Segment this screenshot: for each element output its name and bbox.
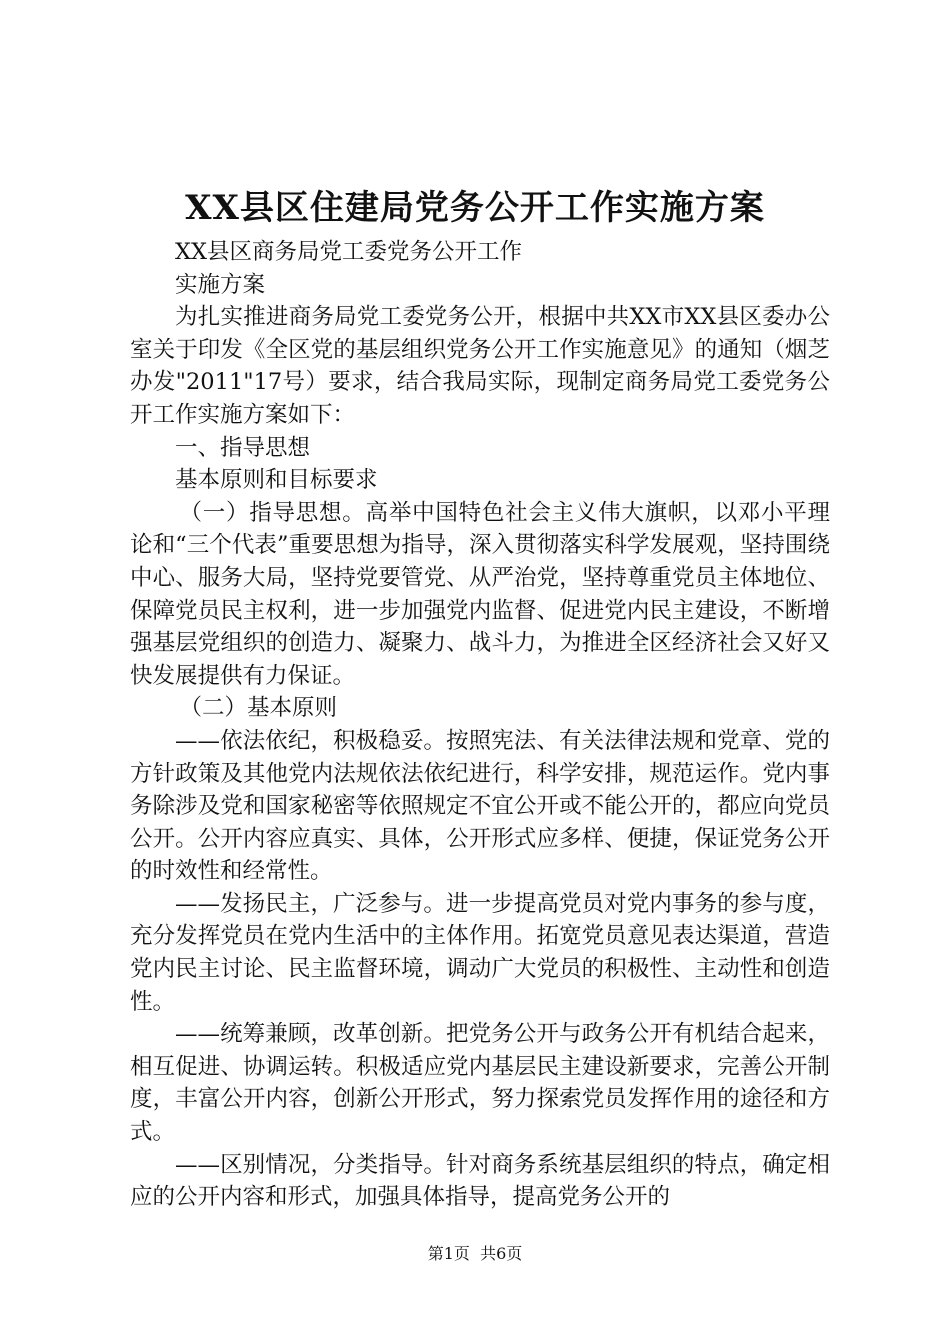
paragraph-principle-2: ——发扬民主，广泛参与。进一步提高党员对党内事务的参与度，充分发挥党员在党内生活中的主体作用。拓宽党员意见表达渠道，营造党内民主讨论、民主监督环境，调动广大党员的积极性、主动性和创造性。 [130,890,830,1015]
paragraph-subtitle-1: XX县区商务局党工委党务公开工作 [175,239,523,265]
paragraph-principle-4: ——区别情况，分类指导。针对商务系统基层组织的特点，确定相应的公开内容和形式，加强具体指导，提高党务公开的 [130,1151,830,1211]
paragraph-intro: 为扎实推进商务局党工委党务公开，根据中共XX市XX县区委办公室关于印发《全区党的基层组织党务公开工作实施意见》的通知（烟芝办发"2011"17号）要求，结合我局实际，现制定商务局党工委党务公开工作实施方案如下： [130,304,830,428]
section-heading-1: 一、指导思想 [175,434,311,461]
document-body [130,236,830,1214]
section-heading-1-cont: 基本原则和目标要求 [175,467,378,494]
paragraph-principle-3: ——统筹兼顾，改革创新。把党务公开与政务公开有机结合起来，相互促进、协调运转。积极适应党内基层民主建设新要求，完善公开制度，丰富公开内容，创新公开形式，努力探索党员发挥作用的途径和方式。 [130,1021,830,1146]
page-footer [0,1242,950,1266]
paragraph-subtitle-2: 实施方案 [175,271,266,298]
page-number: 第1页 共6页 [427,1244,523,1263]
paragraph-principle-1: ——依法依纪，积极稳妥。按照宪法、有关法律法规和党章、党的方针政策及其他党内法规依法依纪进行，科学安排，规范运作。党内事务除涉及党和国家秘密等依照规定不宜公开或不能公开的，都应向党员公开。公开内容应真实、具体，公开形式应多样、便捷，保证党务公开的时效性和经常性。 [130,727,830,885]
subsection-heading-principles: （二）基本原则 [179,695,338,722]
paragraph-guiding-thought: （一）指导思想。高举中国特色社会主义伟大旗帜，以邓小平理论和“三个代表”重要思想为指导，深入贯彻落实科学发展观，坚持围绕中心、服务大局，坚持党要管党、从严治党，坚持尊重党员主体地位、保障党员民主权利，进一步加强党内监督、促进党内民主建设，不断增强基层党组织的创造力、凝聚力、战斗力，为推进全区经济社会又好又快发展提供有力保证。 [130,499,830,689]
document-title: XX县区住建局党务公开工作实施方案 [185,188,765,228]
